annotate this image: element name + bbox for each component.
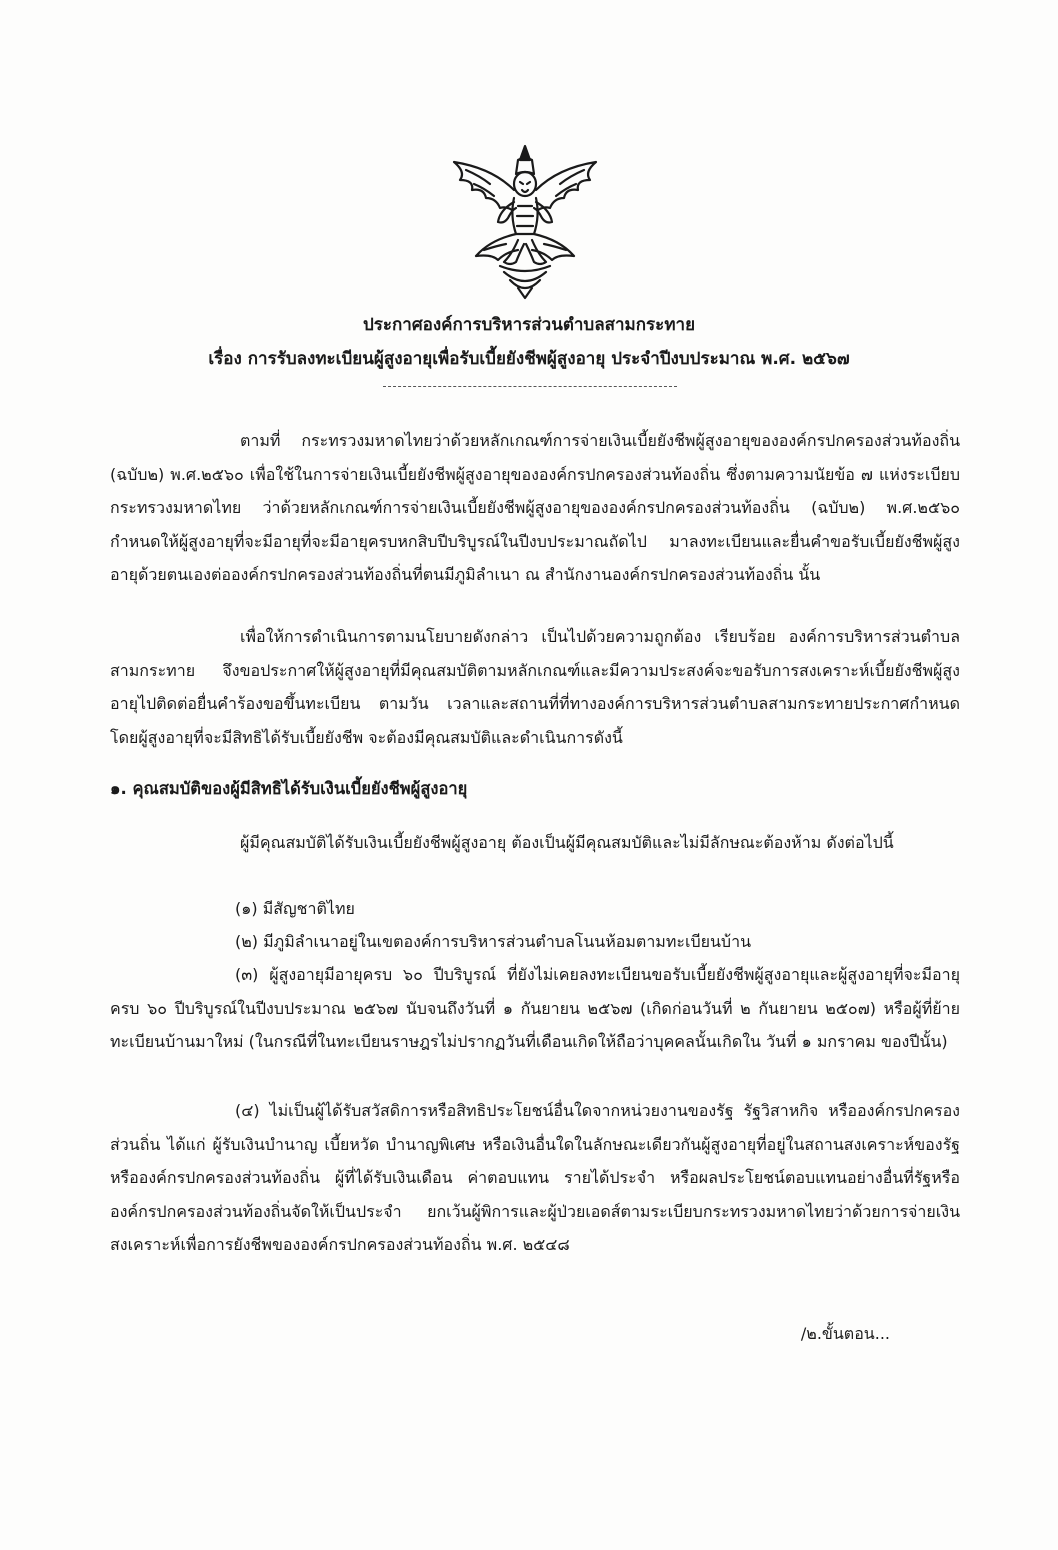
- paragraph-1: ตามที่ กระทรวงมหาดไทยว่าด้วยหลักเกณฑ์การจ่ายเงินเบี้ยยังชีพผู้สูงอายุขององค์กรปกครองส่วนท้องถิ่น (ฉบับ๒) พ.ศ.๒๕๖๐ เพื่อใช้ในการจ่ายเงินเบี้ยยังชีพผู้สูงอายุขององค์กรปกครองส่วนท้องถิ่น ซึ่งตามความนัยข้อ ๗ แห่งระเบียบกระทรวงมหาดไทย ว่าด้วยหลักเกณฑ์การจ่ายเงินเบี้ยยังชีพผู้สูงอายุขององค์กรปกครองส่วนท้องถิ่น (ฉบับ๒) พ.ศ.๒๕๖๐ กำหนดให้ผู้สูงอายุที่จะมีอายุที่จะมีอายุครบหกสิบปีบริบูรณ์ในปีงบประมาณถัดไป มาลงทะเบียนและยื่นคำขอรับเบี้ยยังชีพผู้สูงอายุด้วยตนเองต่อองค์กรปกครองส่วนท้องถิ่นที่ตนมีภูมิลำเนา ณ สำนักงานองค์กรปกครองส่วนท้องถิ่น นั้น: [110, 431, 960, 584]
- qualification-item-1: (๑) มีสัญชาติไทย: [235, 899, 355, 918]
- qualification-item-4: (๔) ไม่เป็นผู้ได้รับสวัสดิการหรือสิทธิประโยชน์อื่นใดจากหน่วยงานของรัฐ รัฐวิสาหกิจ หรือองค์กรปกครองส่วนถิ่น ได้แก่ ผู้รับเงินบำนาญ เบี้ยหวัด บำนาญพิเศษ หรือเงินอื่นใดในลักษณะเดียวกันผู้สูงอายุที่อยู่ในสถานสงเคราะห์ของรัฐหรือองค์กรปกครองส่วนท้องถิ่น ผู้ที่ได้รับเงินเดือน ค่าตอบแทน รายได้ประจำ หรือผลประโยชน์ตอบแทนอย่างอื่นที่รัฐหรือองค์กรปกครองส่วนท้องถิ่นจัดให้เป็นประจำ ยกเว้นผู้พิการและผู้ป่วยเอดส์ตามระเบียบกระทรวงมหาดไทยว่าด้วยการจ่ายเงินสงเคราะห์เพื่อการยังชีพขององค์กรปกครองส่วนท้องถิ่น พ.ศ. ๒๕๔๘: [110, 1101, 960, 1254]
- title-divider: [383, 386, 677, 387]
- garuda-emblem-icon: [440, 140, 610, 300]
- section-1-title: ๑. คุณสมบัติของผู้มีสิทธิได้รับเงินเบี้ยยังชีพผู้สูงอายุ: [110, 779, 468, 798]
- page-continuation: /๒.ขั้นตอน...: [800, 1324, 890, 1343]
- announcement-subject: เรื่อง การรับลงทะเบียนผู้สูงอายุเพื่อรับเบี้ยยังชีพผู้สูงอายุ ประจำปีงบประมาณ พ.ศ. ๒๕๖๗: [208, 349, 850, 369]
- qualification-item-2: (๒) มีภูมิลำเนาอยู่ในเขตองค์การบริหารส่วนตำบลโนนห้อมตามทะเบียนบ้าน: [235, 932, 752, 951]
- qualification-item-3: (๓) ผู้สูงอายุมีอายุครบ ๖๐ ปีบริบูรณ์ ที่ยังไม่เคยลงทะเบียนขอรับเบี้ยยังชีพผู้สูงอายุและผู้สูงอายุที่จะมีอายุครบ ๖๐ ปีบริบูรณ์ในปีงบประมาณ ๒๕๖๗ นับจนถึงวันที่ ๑ กันยายน ๒๕๖๗ (เกิดก่อนวันที่ ๒ กันยายน ๒๕๐๗) หรือผู้ที่ย้ายทะเบียนบ้านมาใหม่ (ในกรณีที่ในทะเบียนราษฎรไม่ปรากฏวันที่เดือนเกิดให้ถือว่าบุคคลนั้นเกิดใน วันที่ ๑ มกราคม ของปีนั้น): [110, 965, 960, 1051]
- paragraph-2: เพื่อให้การดำเนินการตามนโยบายดังกล่าว เป็นไปด้วยความถูกต้อง เรียบร้อย องค์การบริหารส่วนตำบลสามกระทาย จึงขอประกาศให้ผู้สูงอายุที่มีคุณสมบัติตามหลักเกณฑ์และมีความประสงค์จะขอรับการสงเคราะห์เบี้ยยังชีพผู้สูงอายุไปติดต่อยื่นคำร้องขอขึ้นทะเบียน ตามวัน เวลาและสถานที่ที่ทางองค์การบริหารส่วนตำบลสามกระทายประกาศกำหนด โดยผู้สูงอายุที่จะมีสิทธิได้รับเบี้ยยังชีพ จะต้องมีคุณสมบัติและดำเนินการดังนี้: [110, 627, 960, 747]
- announcement-title: ประกาศองค์การบริหารส่วนตำบลสามกระทาย: [362, 315, 696, 335]
- section-1-intro: ผู้มีคุณสมบัติได้รับเงินเบี้ยยังชีพผู้สูงอายุ ต้องเป็นผู้มีคุณสมบัติและไม่มีลักษณะต้องห้าม ดังต่อไปนี้: [240, 833, 894, 852]
